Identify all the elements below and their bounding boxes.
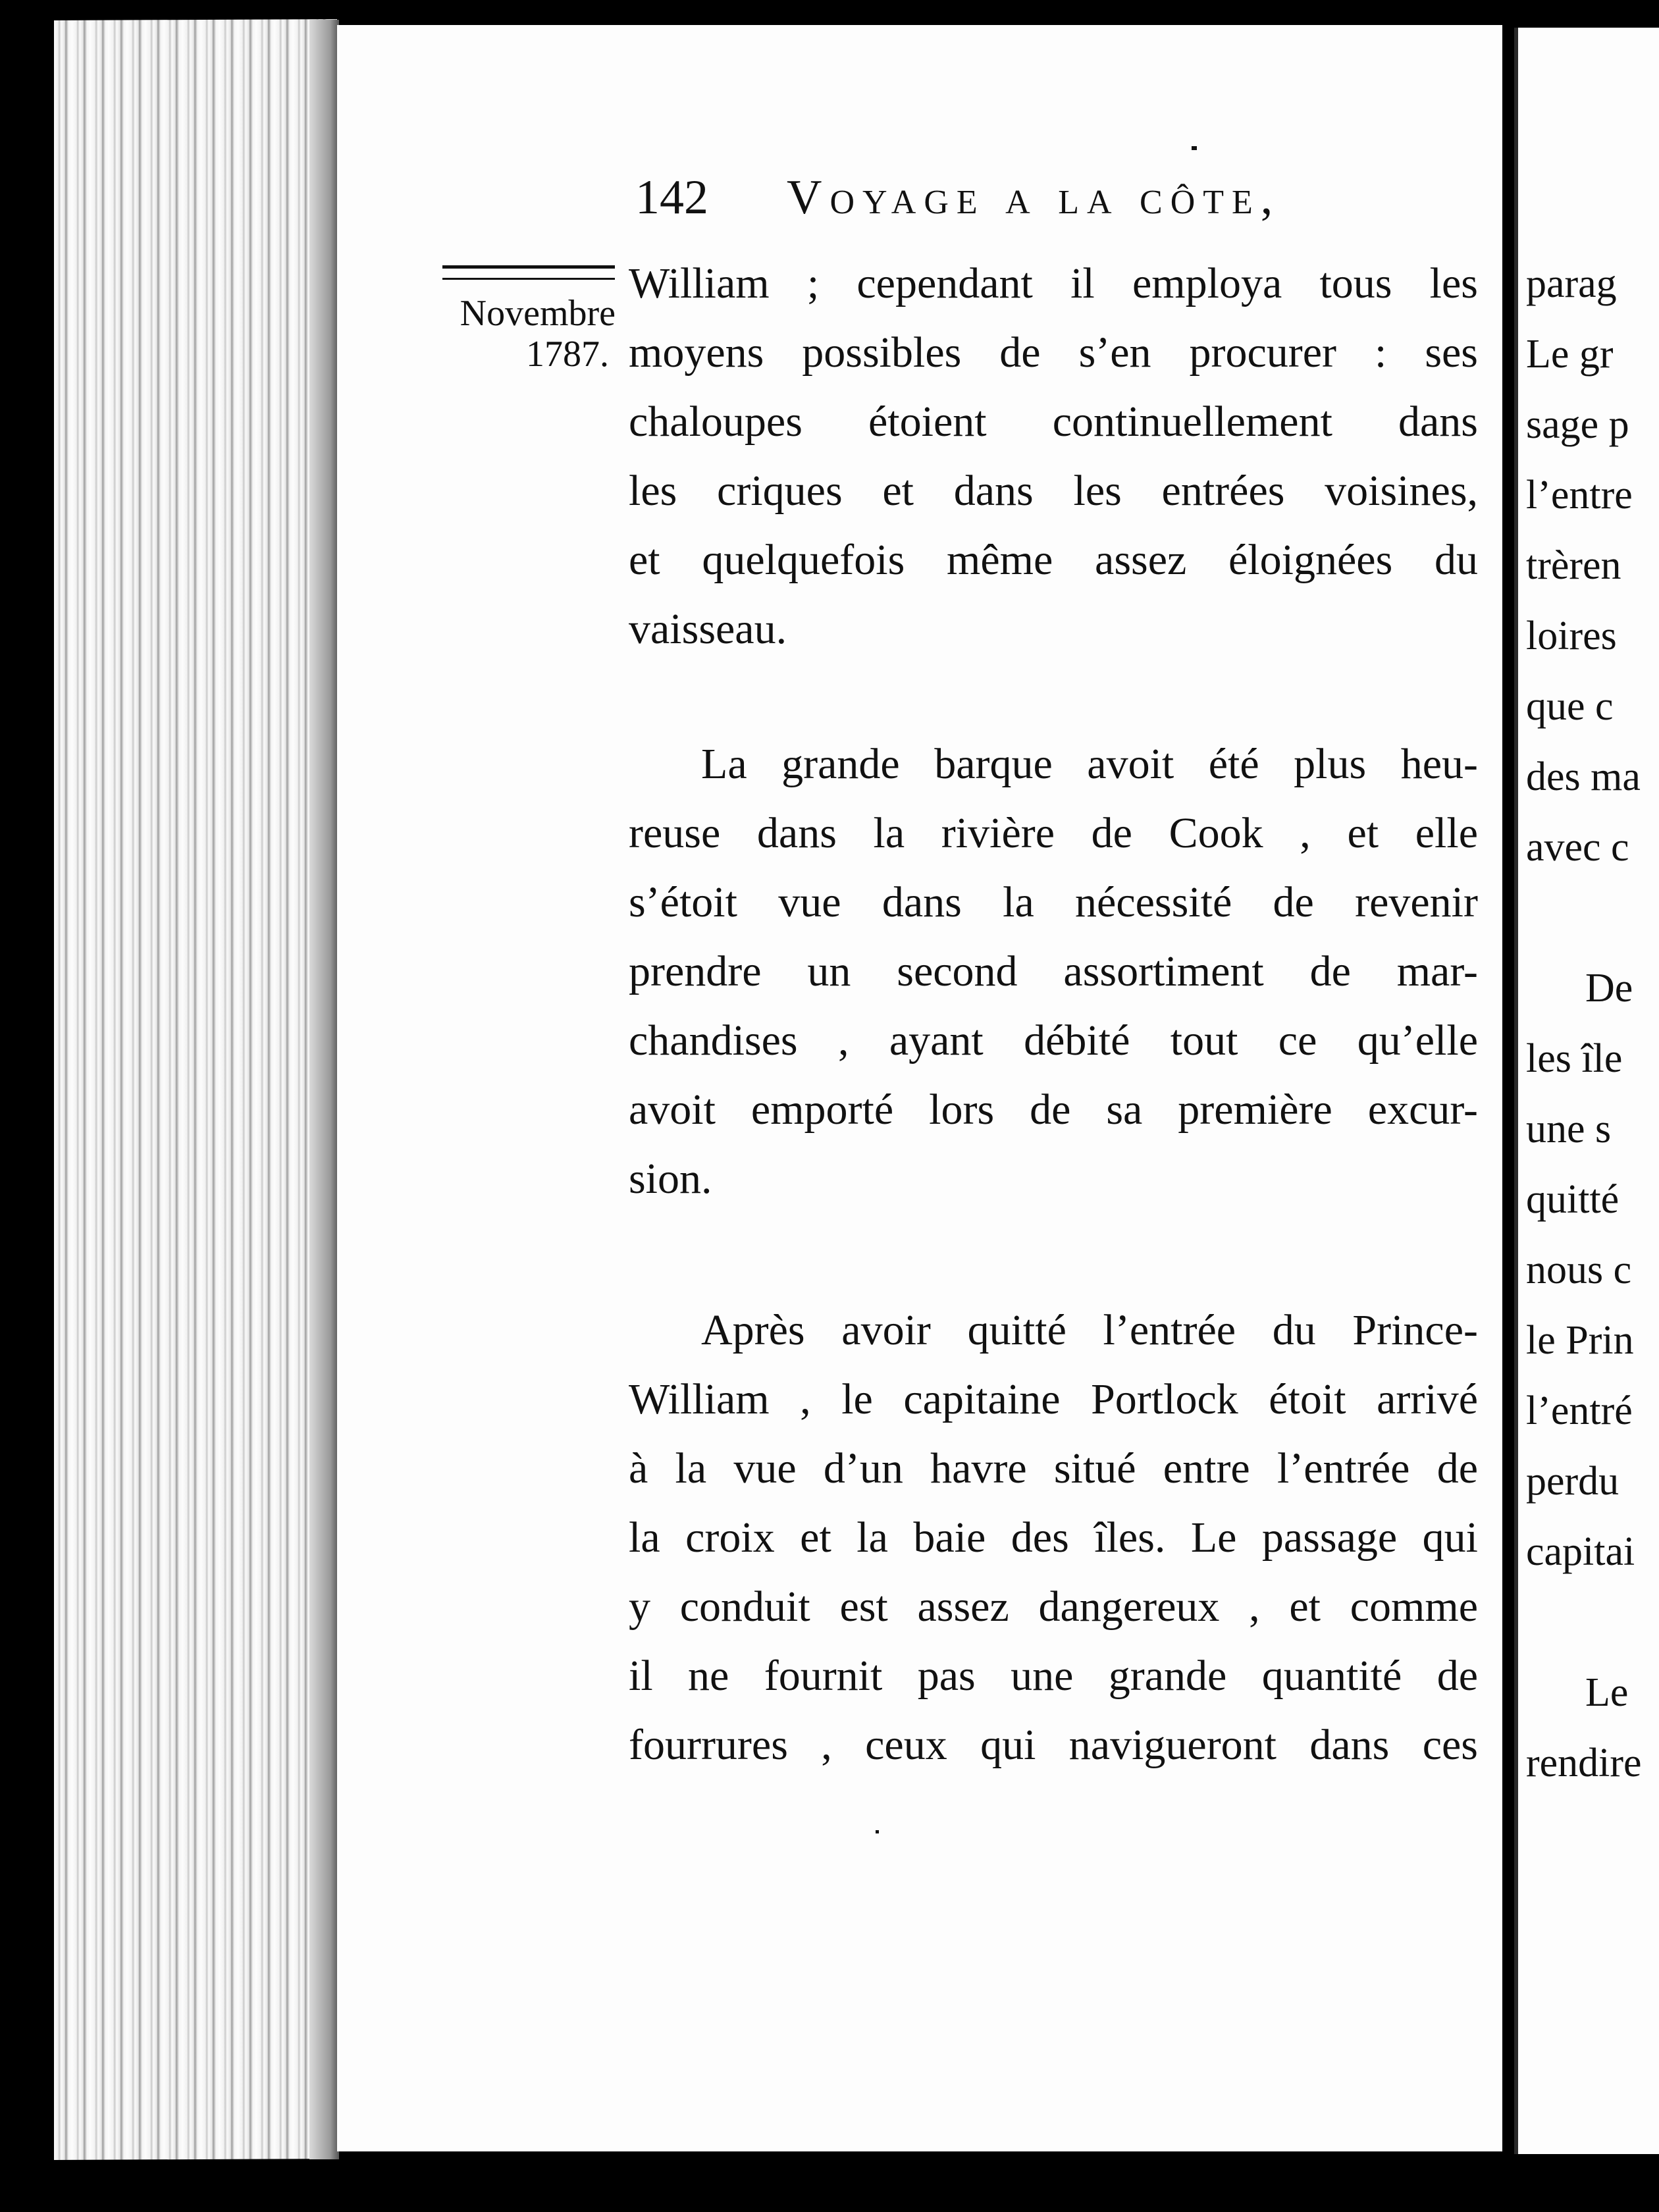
running-header [635,170,1359,233]
text-line: Après avoir quitté l’entrée du Prince- [701,1306,1478,1354]
text-line: avoit emporté lors de sa première excur- [629,1086,1478,1134]
page-edges [54,19,337,2160]
text-fragment: le Prin [1526,1318,1634,1363]
text-fragment: nous c [1526,1248,1632,1292]
paragraph-gap [1526,1587,1659,1658]
text-line: moyens possibles de s’en procurer : ses [629,329,1478,377]
paragraph-gap [1526,883,1659,953]
text-fragment: que c [1526,684,1614,729]
text-fragment: Le [1585,1670,1629,1715]
text-line: y conduit est assez dangereux , et comme [629,1583,1478,1631]
text-line: reuse dans la rivière de Cook , et elle [629,809,1478,857]
text-line: sion. [629,1155,712,1203]
text-fragment: les île [1526,1036,1623,1081]
text-line: William ; cependant il employa tous les [629,259,1478,307]
margin-note-month: Novembre [460,293,616,334]
margin-note-year: 1787. [526,334,609,375]
paragraph-3 [629,1296,1478,1779]
text-line: La grande barque avoit été plus heu- [701,740,1478,788]
text-line: chaloupes étoient continuellement dans [629,398,1478,446]
margin-rule [442,265,615,280]
paragraph-1 [629,249,1478,664]
text-fragment: rendire [1526,1741,1642,1785]
text-fragment: loires [1526,614,1617,658]
text-fragment: perdu [1526,1459,1620,1504]
text-line: à la vue d’un havre situé entre l’entrée de [629,1444,1478,1492]
text-line: William , le capitaine Portlock étoit arrivé [629,1375,1478,1423]
text-line: les criques et dans les entrées voisines, [629,467,1478,515]
text-fragment: des ma [1526,754,1641,799]
text-fragment: quitté [1526,1177,1620,1222]
running-title: Voyage a la côte, [787,171,1281,224]
text-fragment: l’entre [1526,473,1633,517]
text-fragment: De [1585,966,1633,1011]
gutter-shadow [309,20,339,2159]
right-page-text [1526,249,1659,1799]
paragraph-2 [629,729,1478,1213]
text-fragment: une s [1526,1107,1612,1151]
text-line: chandises , ayant débité tout ce qu’elle [629,1016,1478,1065]
ink-speck [876,1830,879,1833]
text-fragment: l’entré [1526,1388,1633,1433]
text-line: et quelquefois même assez éloignées du [629,536,1478,584]
text-fragment: capitai [1526,1529,1635,1574]
page-number: 142 [635,171,708,224]
text-fragment: parag [1526,261,1617,306]
text-fragment: Le gr [1526,332,1614,377]
ink-speck [1192,146,1197,150]
text-line: la croix et la baie des îles. Le passage qui [629,1514,1478,1562]
text-line: fourrures , ceux qui navigueront dans ces [629,1721,1478,1769]
text-line: il ne fournit pas une grande quantité de [629,1652,1478,1700]
text-fragment: avec c [1526,825,1629,870]
text-line: vaisseau. [629,605,787,653]
text-fragment: sage p [1526,402,1629,447]
text-line: prendre un second assortiment de mar- [629,947,1478,995]
text-line: s’étoit vue dans la nécessité de revenir [629,878,1478,926]
text-fragment: trèren [1526,543,1621,588]
margin-note [438,293,616,375]
